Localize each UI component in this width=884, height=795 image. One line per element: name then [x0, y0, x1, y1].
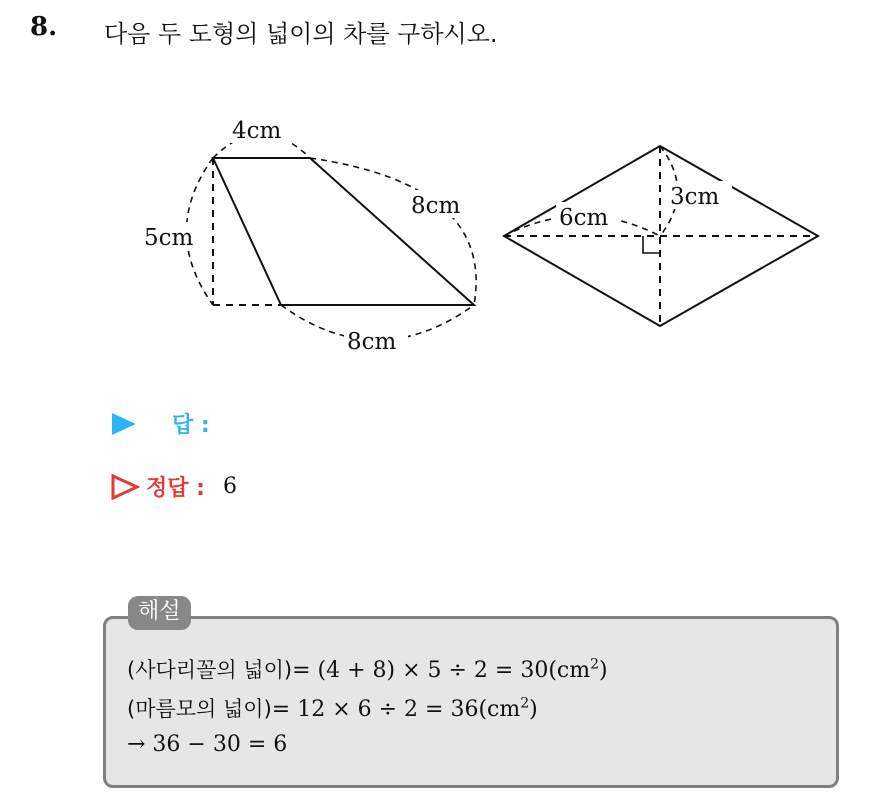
correct-answer-label: 정답 : [146, 476, 205, 501]
answer-label: 답 : [172, 413, 210, 438]
trapezoid-figure [142, 115, 476, 355]
question-text: 다음 두 도형의 넓이의 차를 구하시오. [104, 20, 498, 48]
slant-label: 8cm [411, 193, 461, 219]
solution-line-3: → 36 − 30 = 6 [127, 732, 288, 757]
right-angle-mark [643, 236, 660, 253]
rhombus-figure [504, 146, 818, 326]
solution-line-1 [127, 654, 608, 684]
filled-triangle-icon [110, 412, 138, 436]
trapezoid-area-formula: = (4 + 8) × 5 ÷ 2 = 30(cm [292, 658, 591, 683]
correct-answer-row [110, 471, 237, 502]
exponent: 2 [590, 656, 600, 673]
rhombus-vertical-label: 3cm [670, 184, 720, 210]
rhombus-area-formula: = 12 × 6 ÷ 2 = 36(cm [271, 697, 521, 722]
solution-tab: 해설 [128, 596, 191, 630]
exponent: 2 [520, 695, 530, 712]
height-label: 5cm [144, 225, 194, 251]
closing-paren: ) [529, 697, 538, 722]
rhombus-area-term: (마름모의 넓이) [127, 697, 272, 721]
top-label: 4cm [232, 118, 282, 144]
bottom-label: 8cm [347, 329, 397, 355]
answer-row [110, 408, 228, 439]
correct-answer-value: 6 [222, 474, 237, 499]
solution-line-2 [127, 693, 538, 723]
trapezoid-shape [213, 158, 474, 305]
closing-paren: ) [599, 658, 608, 683]
question-number: 8. [30, 12, 58, 42]
outline-triangle-icon [110, 474, 140, 500]
trapezoid-area-term: (사다리꼴의 넓이) [127, 658, 293, 682]
rhombus-horizontal-label: 6cm [559, 205, 609, 231]
